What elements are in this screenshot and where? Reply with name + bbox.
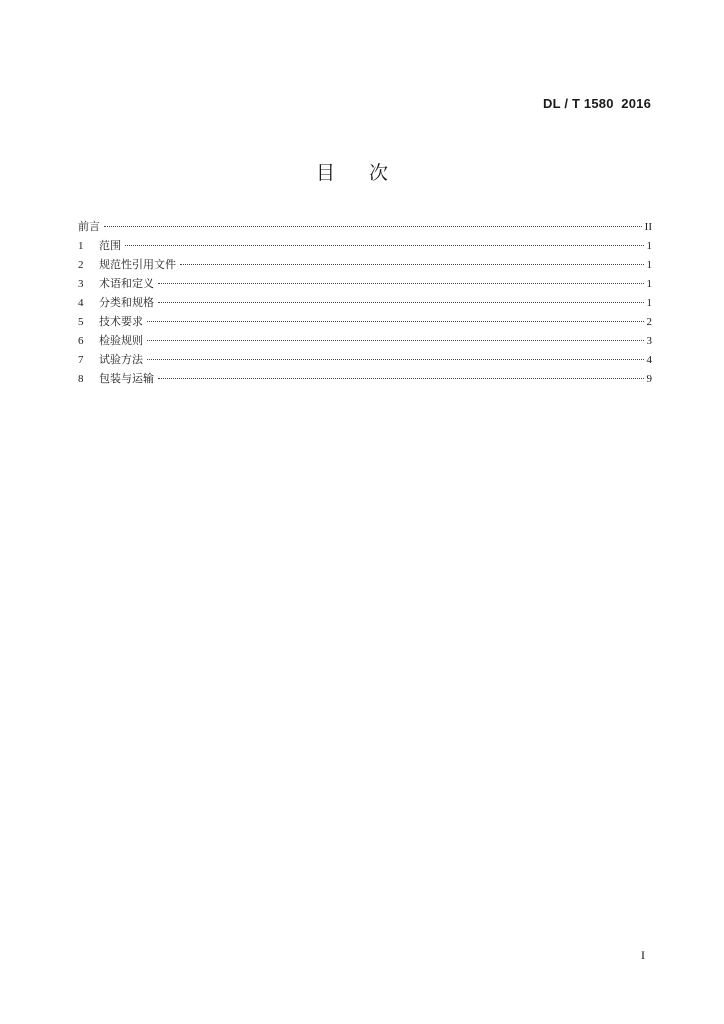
toc-entry-page: 1 xyxy=(646,278,652,290)
toc-entry[interactable] xyxy=(78,370,652,389)
toc-leader-dots xyxy=(158,302,644,303)
toc-entry[interactable] xyxy=(78,275,652,294)
toc-entry-page: 9 xyxy=(646,373,652,385)
page-title: 目次 xyxy=(315,162,422,184)
toc-entry-number: 8 xyxy=(78,373,84,385)
toc-entry-page: 1 xyxy=(646,297,652,309)
toc-leader-dots xyxy=(147,321,644,322)
toc-entry-label: 包装与运输 xyxy=(99,372,154,385)
toc-entry-number: 1 xyxy=(78,240,84,252)
toc-entry-number: 2 xyxy=(78,259,84,271)
toc-entry-label: 范围 xyxy=(99,239,121,252)
toc-leader-dots xyxy=(158,378,644,379)
page-number: I xyxy=(641,948,645,962)
toc-entry[interactable] xyxy=(78,256,652,275)
toc-entry[interactable] xyxy=(78,237,652,256)
toc-entry-label: 分类和规格 xyxy=(99,296,154,309)
table-of-contents xyxy=(78,218,652,389)
toc-entry[interactable] xyxy=(78,294,652,313)
toc-entry-page: 3 xyxy=(646,335,652,347)
toc-entry-page: 1 xyxy=(646,259,652,271)
toc-entry-page: 4 xyxy=(646,354,652,366)
toc-entry-number: 6 xyxy=(78,335,84,347)
toc-entry-label: 规范性引用文件 xyxy=(99,258,176,271)
standard-number: DL / T 1580 2016 xyxy=(543,96,651,111)
toc-leader-dots xyxy=(158,283,644,284)
toc-entry[interactable] xyxy=(78,332,652,351)
toc-leader-dots xyxy=(125,245,644,246)
toc-entry-label: 技术要求 xyxy=(99,315,143,328)
toc-leader-dots xyxy=(104,226,642,227)
toc-entry[interactable] xyxy=(78,351,652,370)
toc-entry-label: 试验方法 xyxy=(99,353,143,366)
toc-entry-number: 5 xyxy=(78,316,84,328)
toc-entry[interactable] xyxy=(78,313,652,332)
toc-entry-page: 1 xyxy=(646,240,652,252)
toc-entry-number: 7 xyxy=(78,354,84,366)
toc-entry-label: 术语和定义 xyxy=(99,277,154,290)
toc-entry-number: 3 xyxy=(78,278,84,290)
toc-leader-dots xyxy=(147,359,644,360)
toc-entry-page: 2 xyxy=(646,316,652,328)
toc-leader-dots xyxy=(147,340,644,341)
toc-entry-number: 4 xyxy=(78,297,84,309)
toc-entry-preface[interactable] xyxy=(78,218,652,237)
toc-entry-page: II xyxy=(644,221,652,233)
toc-leader-dots xyxy=(180,264,644,265)
toc-entry-label: 前言 xyxy=(78,220,100,233)
toc-entry-label: 检验规则 xyxy=(99,334,143,347)
